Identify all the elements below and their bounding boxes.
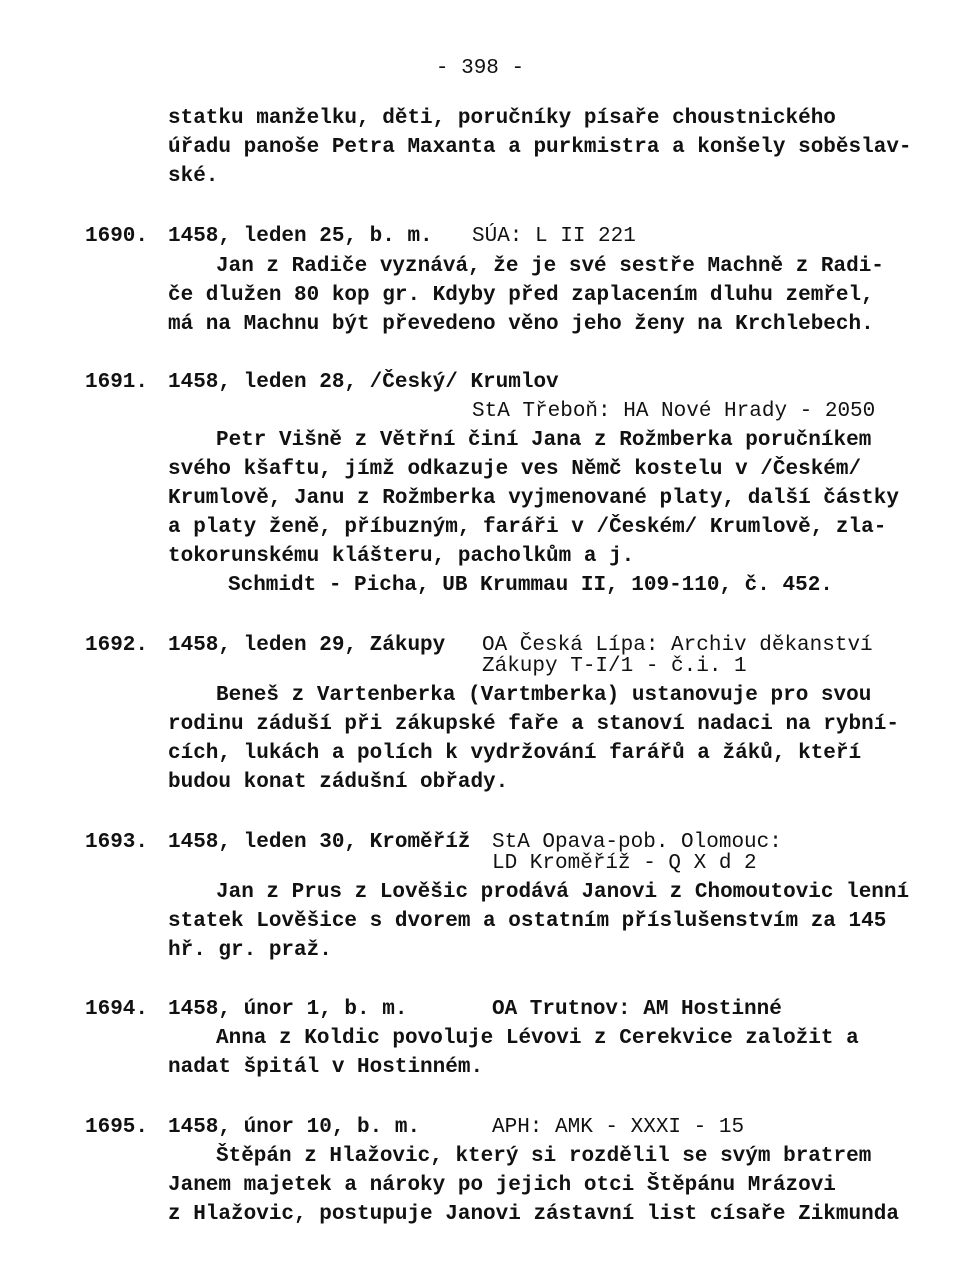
entry-date-place: 1458, leden 28, /Český/ Krumlov <box>168 371 559 394</box>
intro-line: úřadu panoše Petra Maxanta a purkmistra a konšely soběslav- <box>168 136 912 159</box>
intro-line: statku manželku, děti, poručníky písaře choustnického <box>168 107 836 130</box>
entry-text-line: Jan z Radiče vyznává, že je své sestře Machně z Radi- <box>216 255 884 278</box>
page-number: - 398 - <box>435 57 525 80</box>
entry-text-line: nadat špitál v Hostinném. <box>168 1056 484 1079</box>
entry-text-line: če dlužen 80 kop gr. Kdyby před zaplacením dluhu zemřel, <box>168 284 874 307</box>
entry-text-line: budou konat zádušní obřady. <box>168 771 509 794</box>
entry-text-line: tokorunskému klášteru, pacholkům a j. <box>168 545 635 568</box>
entry-text-line: a platy ženě, příbuzným, faráři v /Českém/ Krumlově, zla- <box>168 516 887 539</box>
entry-text-line: Štěpán z Hlažovic, který si rozdělil se svým bratrem <box>216 1145 872 1168</box>
entry-text-line: Janem majetek a nároky po jejich otci Štěpánu Mrázovi <box>168 1174 836 1197</box>
entry-text-line: cích, lukách a polích k vydržování farářů a žáků, kteří <box>168 742 862 765</box>
entry-text-line: Krumlově, Janu z Rožmberka vyjmenované platy, další částky <box>168 487 899 510</box>
entry-text-line: statek Lověšice s dvorem a ostatním příslušenstvím za 145 <box>168 910 887 933</box>
entry-text-line: rodinu záduší při zákupské faře a stanoví nadaci na rybní- <box>168 713 899 736</box>
entry-text-line: Anna z Koldic povoluje Lévovi z Cerekvice založit a <box>216 1027 859 1050</box>
citation-line: Schmidt - Picha, UB Krummau II, 109-110, č. 452. <box>228 574 833 597</box>
entry-date-place: 1458, leden 29, Zákupy <box>168 634 446 657</box>
entry-number: 1693. <box>85 831 149 854</box>
entry-number: 1694. <box>85 998 149 1021</box>
entry-number: 1691. <box>85 371 149 394</box>
archive-reference: OA Česká Lípa: Archiv děkanství <box>482 634 873 657</box>
entry-date-place: 1458, leden 30, Kroměříž <box>168 831 471 854</box>
archive-reference: StA Třeboň: HA Nové Hrady - 2050 <box>472 400 876 423</box>
entry-number: 1692. <box>85 634 149 657</box>
entry-text-line: hř. gr. praž. <box>168 939 332 962</box>
entry-number: 1690. <box>85 225 149 248</box>
entry-text-line: svého kšaftu, jímž odkazuje ves Němč kostelu v /Českém/ <box>168 458 862 481</box>
entry-date-place: 1458, únor 1, b. m. <box>168 998 408 1021</box>
entry-text-line: Petr Višně z Větřní činí Jana z Rožmberka poručníkem <box>216 429 872 452</box>
entry-text-line: Beneš z Vartenberka (Vartmberka) ustanovuje pro svou <box>216 684 872 707</box>
archive-reference: OA Trutnov: AM Hostinné <box>492 998 782 1021</box>
entry-text-line: z Hlažovic, postupuje Janovi zástavní list císaře Zikmunda <box>168 1203 899 1226</box>
entry-text-line: má na Machnu být převedeno věno jeho ženy na Krchlebech. <box>168 313 874 336</box>
entry-date-place: 1458, leden 25, b. m. <box>168 225 433 248</box>
entry-number: 1695. <box>85 1116 149 1139</box>
entry-text-line: Jan z Prus z Lověšic prodává Janovi z Chomoutovic lenní <box>216 881 910 904</box>
intro-line: ské. <box>168 165 219 188</box>
archive-reference: StA Opava-pob. Olomouc: <box>492 831 782 854</box>
archive-reference: Zákupy T-I/1 - č.i. 1 <box>482 655 747 678</box>
archive-reference: LD Kroměříž - Q X d 2 <box>492 852 757 875</box>
archive-reference: APH: AMK - XXXI - 15 <box>492 1116 745 1139</box>
archive-reference: SÚA: L II 221 <box>472 225 636 248</box>
entry-date-place: 1458, únor 10, b. m. <box>168 1116 421 1139</box>
